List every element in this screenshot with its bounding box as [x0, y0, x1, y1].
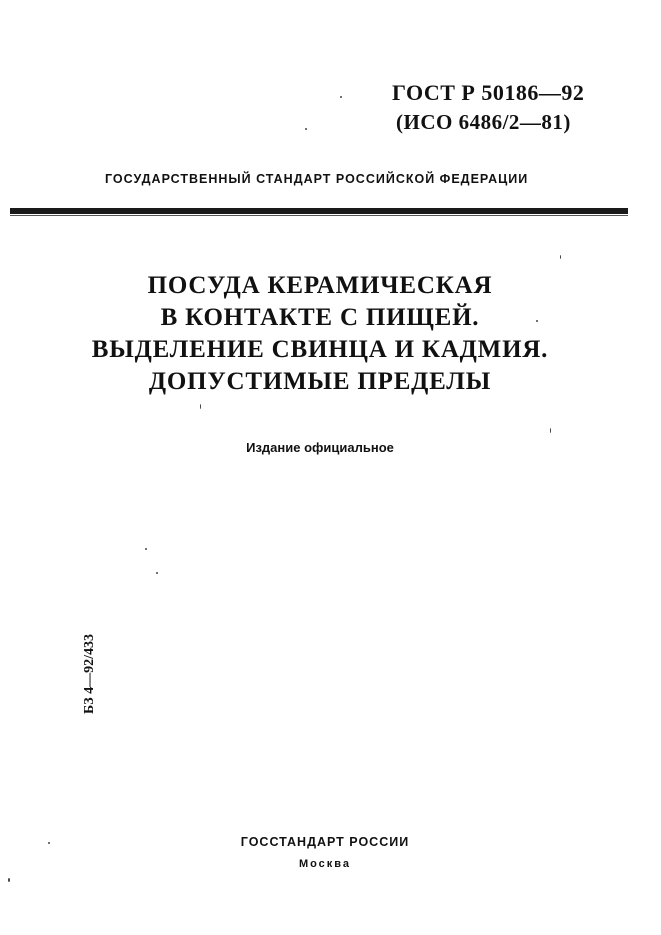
iso-number: (ИСО 6486/2—81) — [396, 110, 571, 134]
publisher: ГОССТАНДАРТ РОССИИ — [240, 835, 410, 849]
scan-speck — [340, 96, 342, 98]
scan-speck — [560, 255, 561, 259]
publisher-city: Москва — [298, 858, 352, 870]
header-rule — [10, 208, 628, 214]
scan-speck — [8, 878, 10, 882]
header-rule-thin — [10, 215, 628, 216]
standard-header: ГОСУДАРСТВЕННЫЙ СТАНДАРТ РОССИЙСКОЙ ФЕДЕРАЦИИ — [105, 172, 529, 186]
title-line: ПОСУДА КЕРАМИЧЕСКАЯ — [147, 272, 493, 299]
scan-speck — [550, 428, 551, 433]
scan-speck — [536, 320, 538, 322]
scan-speck — [305, 128, 307, 130]
scan-speck — [156, 572, 158, 574]
gost-number: ГОСТ Р 50186—92 — [392, 80, 585, 105]
edition-note: Издание официальное — [246, 440, 394, 455]
title-line: В КОНТАКТЕ С ПИЩЕЙ. — [160, 304, 480, 331]
scan-speck — [200, 404, 201, 409]
scan-speck — [48, 842, 50, 844]
title-line: ДОПУСТИМЫЕ ПРЕДЕЛЫ — [148, 368, 492, 395]
scan-speck — [145, 548, 147, 550]
title-block — [80, 270, 560, 398]
side-code: БЗ 4—92/433 — [82, 633, 97, 715]
title-line: ВЫДЕЛЕНИЕ СВИНЦА И КАДМИЯ. — [91, 336, 549, 363]
